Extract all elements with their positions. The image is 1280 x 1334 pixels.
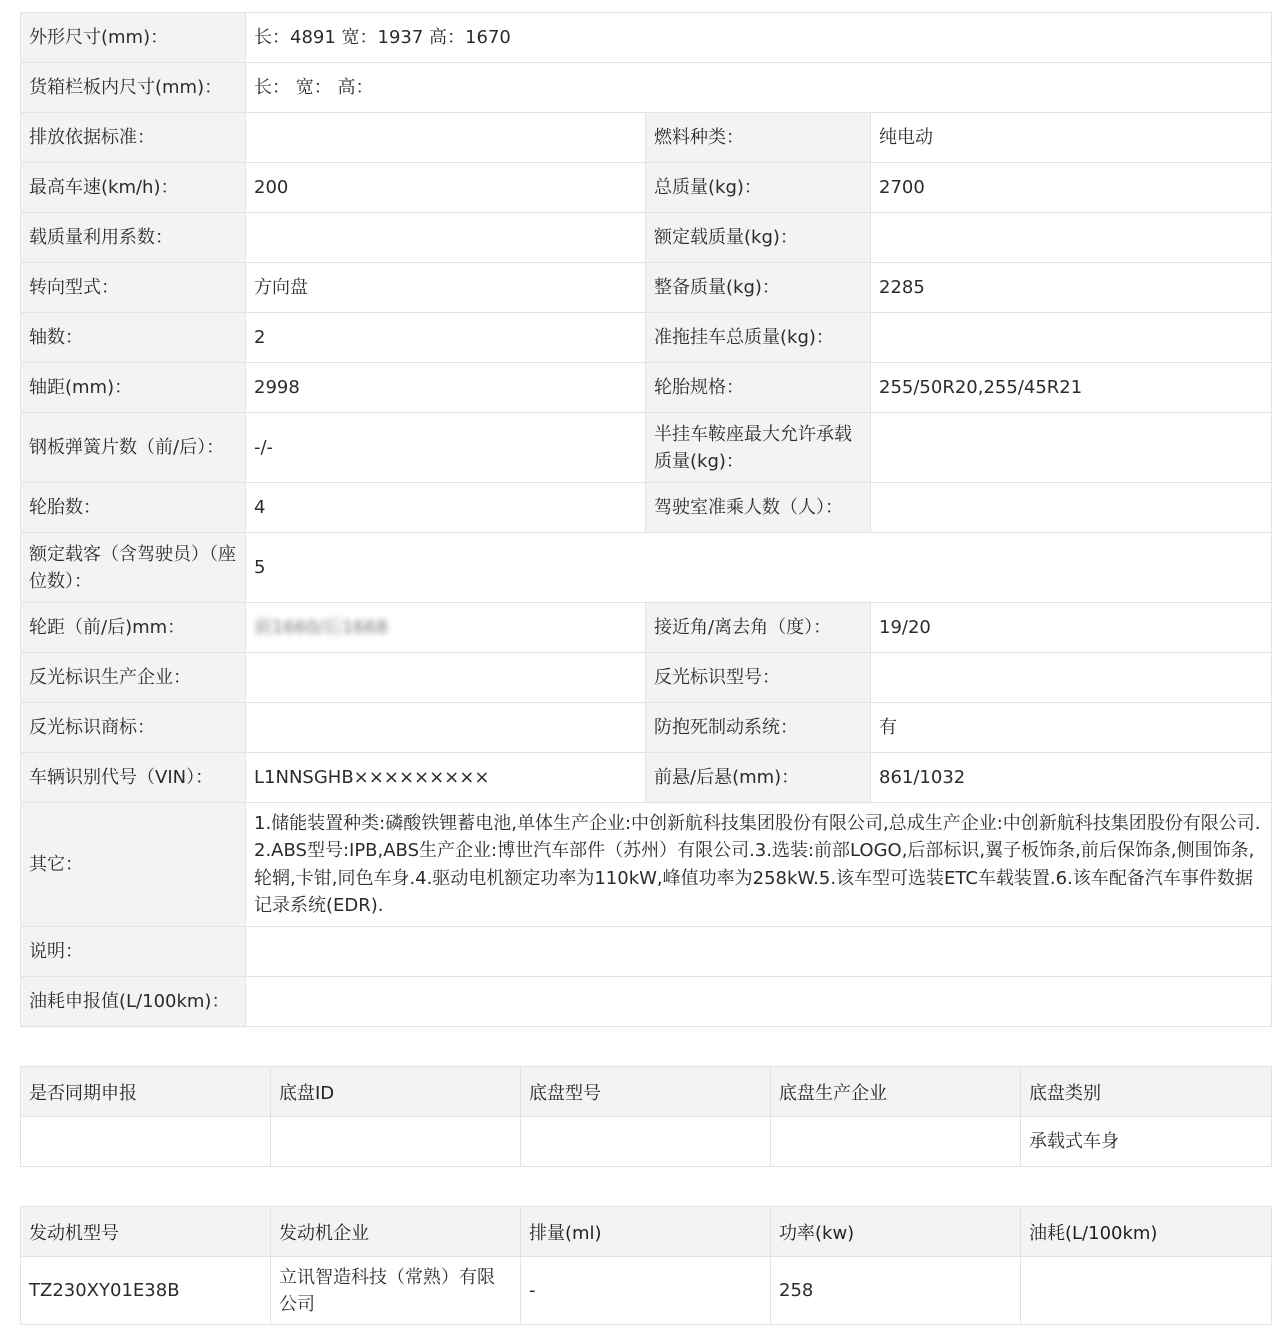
dimensions-value: 长：4891 宽：1937 高：1670 [246, 13, 1272, 63]
passengers-value: 5 [246, 533, 1272, 603]
spec-row-speed-mass [21, 163, 1272, 213]
spec-row-emission-fuel [21, 113, 1272, 163]
passengers-label: 额定载客（含驾驶员）（座位数）： [21, 533, 246, 603]
cargo-size-label: 货箱栏板内尺寸(mm)： [21, 63, 246, 113]
dimensions-label: 外形尺寸(mm)： [21, 13, 246, 63]
spec-row-cargo [21, 63, 1272, 113]
spec-row-note [21, 927, 1272, 977]
reflector-model-value [871, 653, 1272, 703]
wheelbase-label: 轴距(mm)： [21, 363, 246, 413]
cargo-size-value: 长： 宽： 高： [246, 63, 1272, 113]
vehicle-spec-table [20, 12, 1272, 1027]
approach-angle-value: 19/20 [871, 603, 1272, 653]
curb-mass-value: 2285 [871, 263, 1272, 313]
fuel-type-label: 燃料种类： [646, 113, 871, 163]
engine-header-cell: 发动机型号 [21, 1207, 271, 1257]
leaf-spring-value: -/- [246, 413, 646, 483]
cab-occupants-value [871, 483, 1272, 533]
steering-label: 转向型式： [21, 263, 246, 313]
chassis-cell [21, 1117, 271, 1167]
spec-row-other [21, 803, 1272, 927]
overhang-value: 861/1032 [871, 753, 1272, 803]
overhang-label: 前悬/后悬(mm)： [646, 753, 871, 803]
engine-cell: 立讯智造科技（常熟）有限公司 [271, 1257, 521, 1325]
chassis-data-row [21, 1117, 1272, 1167]
spec-row-passengers [21, 533, 1272, 603]
spec-row-reflector [21, 653, 1272, 703]
vin-label: 车辆识别代号（VIN）： [21, 753, 246, 803]
other-value: 1.储能装置种类:磷酸铁锂蓄电池,单体生产企业:中创新航科技集团股份有限公司,总成生产企业:中创新航科技集团股份有限公司.2.ABS型号:IPB,ABS生产企业:博世汽车部件（苏州）有限公司.3.选装:前部LOGO,后部标识,翼子板饰条,前后保饰条,侧围饰条,轮辋,卡钳,同色车身.4.驱动电机额定功率为110kW,峰值功率为258kW.5.该车型可选装ETC车载装置.6.该车配备汽车事件数据记录系统(EDR). [246, 803, 1272, 927]
engine-data-row [21, 1257, 1272, 1325]
cab-occupants-label: 驾驶室准乘人数（人）： [646, 483, 871, 533]
emission-standard-label: 排放依据标准： [21, 113, 246, 163]
engine-header-cell: 功率(kw) [771, 1207, 1021, 1257]
fuel-declaration-label: 油耗申报值(L/100km)： [21, 977, 246, 1027]
reflector-maker-value [246, 653, 646, 703]
engine-cell [1021, 1257, 1272, 1325]
engine-header-cell: 排量(ml) [521, 1207, 771, 1257]
spec-row-tires [21, 483, 1272, 533]
rated-load-value [871, 213, 1272, 263]
engine-cell: - [521, 1257, 771, 1325]
engine-cell: TZ230XY01E38B [21, 1257, 271, 1325]
total-mass-label: 总质量(kg)： [646, 163, 871, 213]
note-label: 说明： [21, 927, 246, 977]
tire-count-value: 4 [246, 483, 646, 533]
axles-value: 2 [246, 313, 646, 363]
fuel-declaration-value [246, 977, 1272, 1027]
chassis-header-cell: 底盘型号 [521, 1067, 771, 1117]
spec-row-reflector-brand [21, 703, 1272, 753]
chassis-cell: 承载式车身 [1021, 1117, 1272, 1167]
trailer-mass-label: 准拖挂车总质量(kg)： [646, 313, 871, 363]
engine-header-cell: 油耗(L/100km) [1021, 1207, 1272, 1257]
track-width-value [246, 603, 646, 653]
chassis-header-cell: 底盘类别 [1021, 1067, 1272, 1117]
spec-row-dimensions [21, 13, 1272, 63]
total-mass-value: 2700 [871, 163, 1272, 213]
reflector-brand-label: 反光标识商标： [21, 703, 246, 753]
chassis-header-row [21, 1067, 1272, 1117]
load-factor-label: 载质量利用系数： [21, 213, 246, 263]
note-value [246, 927, 1272, 977]
spec-row-wheelbase [21, 363, 1272, 413]
steering-value: 方向盘 [246, 263, 646, 313]
chassis-header-cell: 底盘生产企业 [771, 1067, 1021, 1117]
engine-table [20, 1206, 1272, 1325]
spec-row-load [21, 213, 1272, 263]
spec-row-steering [21, 263, 1272, 313]
reflector-brand-value [246, 703, 646, 753]
leaf-spring-label: 钢板弹簧片数（前/后）： [21, 413, 246, 483]
track-width-label: 轮距（前/后)mm： [21, 603, 246, 653]
chassis-header-cell: 是否同期申报 [21, 1067, 271, 1117]
saddle-load-label: 半挂车鞍座最大允许承载质量(kg)： [646, 413, 871, 483]
saddle-load-value [871, 413, 1272, 483]
approach-angle-label: 接近角/离去角（度）： [646, 603, 871, 653]
engine-header-cell: 发动机企业 [271, 1207, 521, 1257]
load-factor-value [246, 213, 646, 263]
reflector-maker-label: 反光标识生产企业： [21, 653, 246, 703]
rated-load-label: 额定载质量(kg)： [646, 213, 871, 263]
abs-value: 有 [871, 703, 1272, 753]
max-speed-label: 最高车速(km/h)： [21, 163, 246, 213]
trailer-mass-value [871, 313, 1272, 363]
engine-header-row [21, 1207, 1272, 1257]
max-speed-value: 200 [246, 163, 646, 213]
fuel-type-value: 纯电动 [871, 113, 1272, 163]
chassis-cell [521, 1117, 771, 1167]
tire-spec-label: 轮胎规格： [646, 363, 871, 413]
spec-row-vin [21, 753, 1272, 803]
spec-row-spring [21, 413, 1272, 483]
reflector-model-label: 反光标识型号： [646, 653, 871, 703]
axles-label: 轴数： [21, 313, 246, 363]
vin-value: L1NNSGHB××××××××× [246, 753, 646, 803]
tire-spec-value: 255/50R20,255/45R21 [871, 363, 1272, 413]
chassis-cell [271, 1117, 521, 1167]
spec-row-fuel-declaration [21, 977, 1272, 1027]
curb-mass-label: 整备质量(kg)： [646, 263, 871, 313]
spec-row-axles [21, 313, 1272, 363]
emission-standard-value [246, 113, 646, 163]
other-label: 其它： [21, 803, 246, 927]
chassis-cell [771, 1117, 1021, 1167]
track-width-blurred-text: 前1660/后1668 [254, 617, 388, 638]
spec-row-track [21, 603, 1272, 653]
chassis-header-cell: 底盘ID [271, 1067, 521, 1117]
tire-count-label: 轮胎数： [21, 483, 246, 533]
engine-cell: 258 [771, 1257, 1021, 1325]
wheelbase-value: 2998 [246, 363, 646, 413]
abs-label: 防抱死制动系统： [646, 703, 871, 753]
chassis-table [20, 1066, 1272, 1167]
